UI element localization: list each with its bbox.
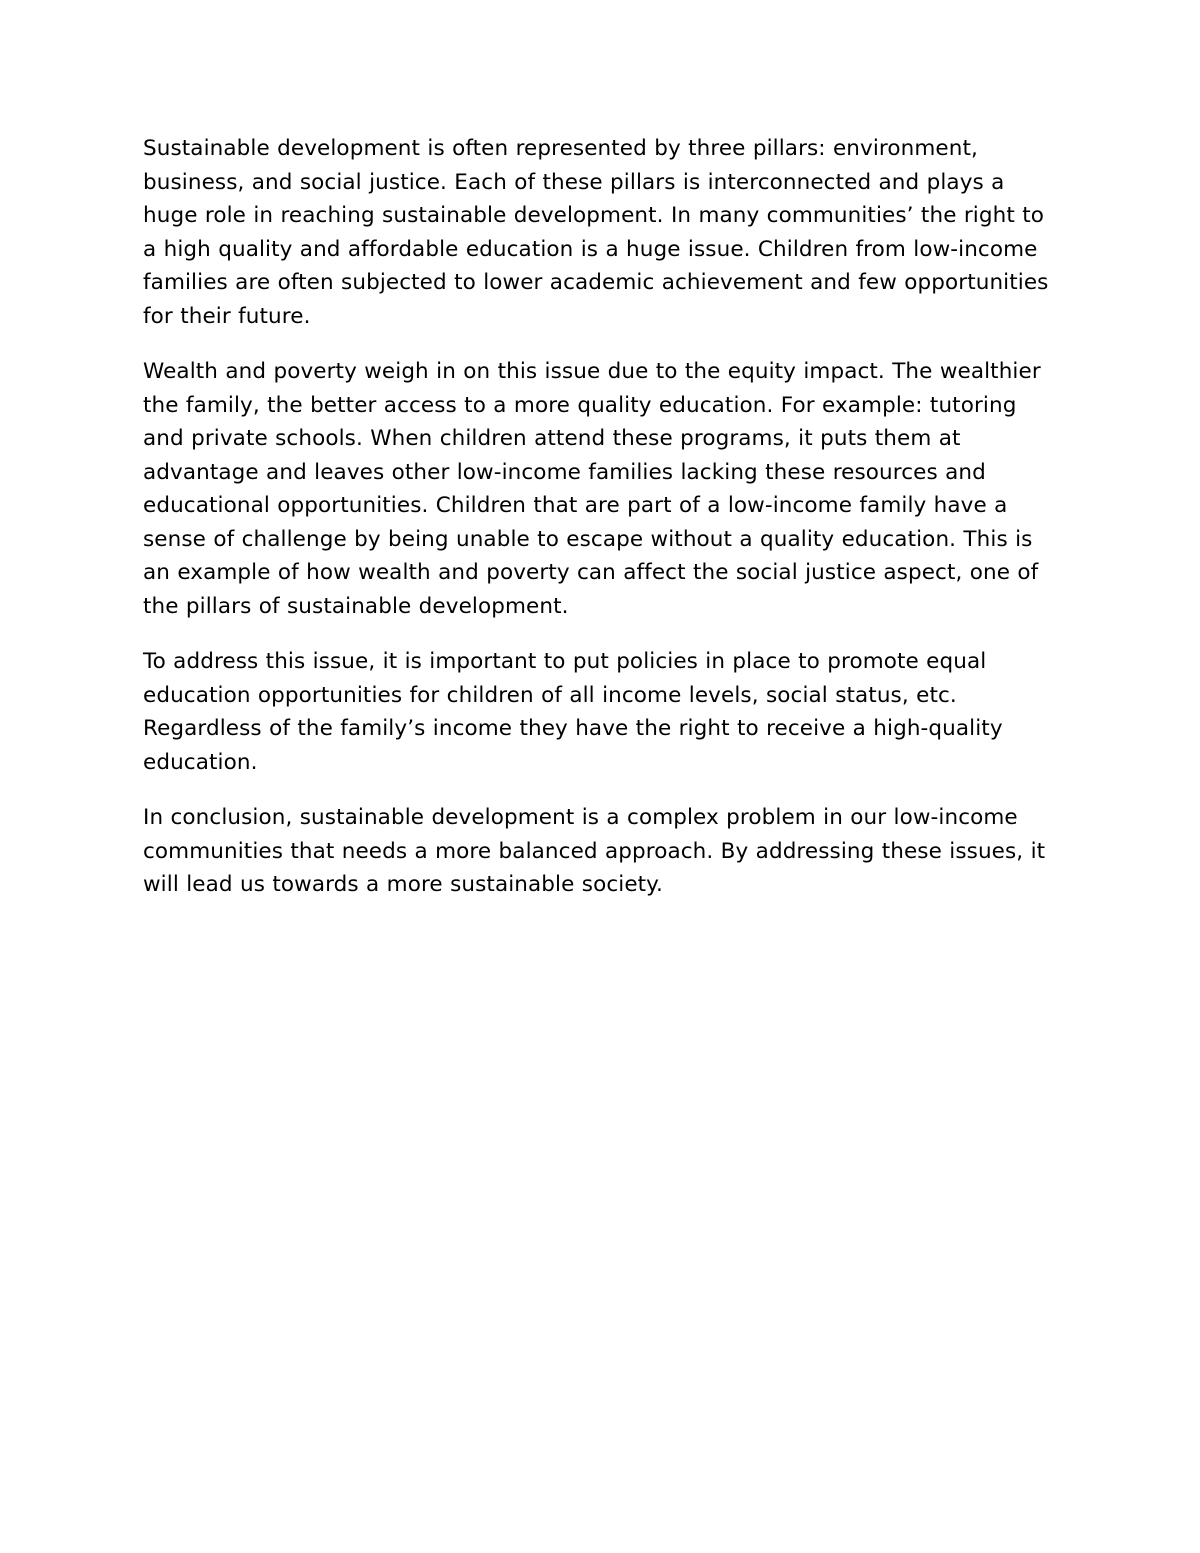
paragraph-3: To address this issue, it is important to put policies in place to promote equal education opportunities for children of all income levels, social status, etc. Regardless of the family’s income they have the right to receive a high-quality education. <box>143 649 1003 775</box>
paragraph-1: Sustainable development is often represented by three pillars: environment, business, and social justice. Each of these pillars is interconnected and plays a huge role in reaching sustainable development. In many communities’ the right to a high quality and affordable education is a huge issue. Children from low-income families are often subjected to lower academic achievement and few opportunities for their future. <box>143 136 1049 329</box>
document-text-body <box>143 132 1058 902</box>
paragraph-2: Wealth and poverty weigh in on this issue due to the equity impact. The wealthier the family, the better access to a more quality education. For example: tutoring and private schools. When children attend these programs, it puts them at advantage and leaves other low-income families lacking these resources and educational opportunities. Children that are part of a low-income family have a sense of challenge by being unable to escape without a quality education. This is an example of how wealth and poverty can affect the social justice aspect, one of the pillars of sustainable development. <box>143 359 1041 619</box>
paragraph-4: In conclusion, sustainable development is a complex problem in our low-income communities that needs a more balanced approach. By addressing these issues, it will lead us towards a more sustainable society. <box>143 805 1046 897</box>
